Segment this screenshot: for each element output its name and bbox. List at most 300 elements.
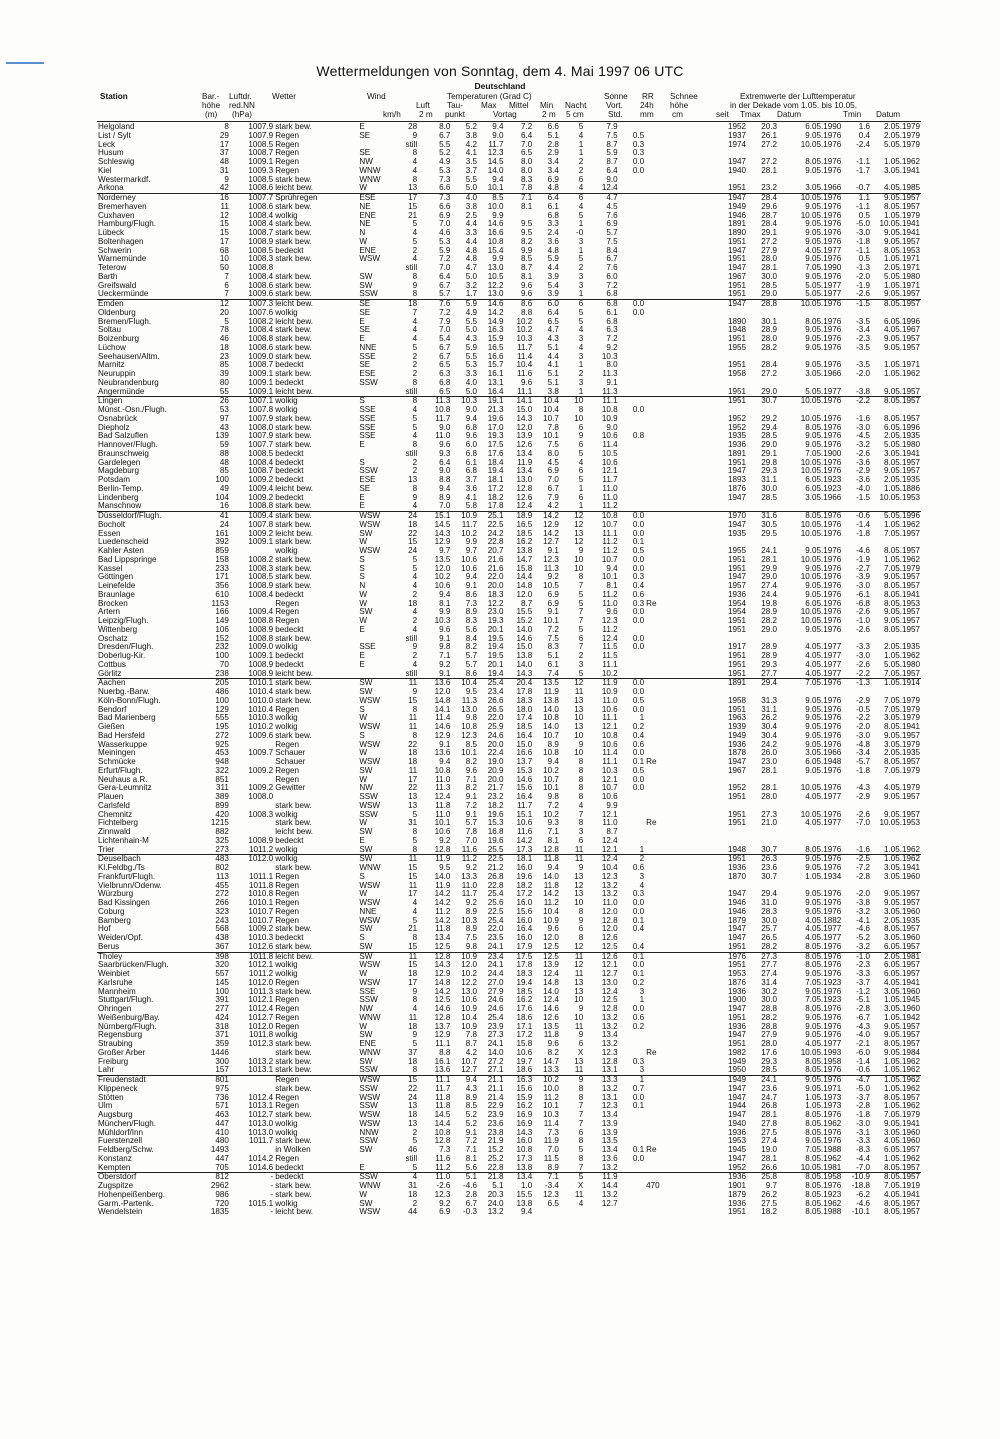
cell-temp-max: 24.1	[487, 961, 504, 970]
cell-tmin: -2.2	[856, 669, 871, 678]
cell-pressure	[230, 776, 274, 785]
cell-weather: stark bew.	[275, 370, 312, 378]
cell-bar-height: 15	[219, 229, 229, 237]
cell-weather: wolkig	[275, 1128, 298, 1137]
table-row	[97, 988, 921, 997]
cell-temp-min-5cm: 6	[578, 836, 584, 845]
cell-wind-speed: 11	[408, 881, 418, 890]
cell-weather: Regen	[275, 1013, 300, 1022]
cell-snow	[645, 1005, 700, 1014]
table-row	[97, 282, 921, 291]
cell-wind-dir: W	[359, 590, 367, 599]
cell-temp-min-2m: 13.5	[543, 1022, 559, 1031]
cell-wind-dir: NW	[359, 784, 373, 793]
cell-temp-mean: 14.0	[516, 660, 533, 669]
cell-weather: stark bew.	[275, 801, 312, 810]
cell-tmin-date	[871, 828, 921, 837]
cell-wind-speed: 13	[408, 476, 418, 484]
cell-wind-speed: 9	[412, 1031, 418, 1040]
cell-weather: stark bew.	[275, 335, 312, 343]
cell-temp-min-5cm: 2	[578, 158, 584, 166]
cell-bar-height: 925	[215, 740, 229, 749]
cell-weather: wolkig	[275, 714, 298, 723]
cell-temp-2m: 7.2	[439, 255, 451, 264]
cell-temp-max: 22.5	[487, 520, 504, 529]
cell-temp-min-5cm: 5	[578, 317, 584, 326]
cell-temp-mean: 17.3	[516, 1154, 533, 1163]
cell-precip: 1	[639, 714, 645, 723]
cell-dewpoint: 8.2	[465, 758, 477, 766]
cell-tmin-date: 3.05.1960	[883, 907, 920, 916]
cell-temp-mean: 12.0	[516, 423, 533, 432]
table-row	[97, 335, 921, 344]
cell-tmax: 29.3	[761, 467, 778, 476]
cell-temp-min-5cm: 11	[574, 1066, 584, 1075]
cell-temp-mean: 16.6	[516, 749, 533, 758]
cell-pressure: 1014.6	[248, 1163, 274, 1172]
cell-station: Weinbiet	[98, 970, 130, 978]
cell-wind-dir: WSW	[359, 547, 381, 555]
cell-tmax: 31.6	[747, 512, 778, 521]
cell-temp-min-2m: 11.3	[543, 564, 559, 573]
cell-temp-min-5cm: 5	[560, 1173, 584, 1182]
cell-wind-dir: SE	[358, 300, 393, 309]
hdr-rr-3: mm	[640, 110, 654, 119]
cell-temp-2m: 14.8	[434, 978, 451, 987]
cell-tmax: 30.0	[761, 996, 778, 1005]
table-row	[97, 424, 921, 433]
cell-station: Feldberg/Schw.	[98, 1146, 154, 1154]
cell-pressure: 1007.8	[248, 520, 274, 529]
cell-temp-max: 21.6	[487, 555, 504, 564]
cell-pressure: 1008.5	[248, 246, 274, 255]
cell-sunshine: 13.2	[601, 1163, 618, 1172]
cell-temp-2m: 6.6	[439, 202, 451, 211]
cell-temp-max: 20.9	[487, 766, 504, 775]
cell-snow	[645, 494, 700, 503]
cell-temp-mean: 15.6	[516, 1084, 533, 1093]
cell-pressure: 1010.4	[248, 688, 274, 696]
cell-precip: 0.2	[632, 723, 645, 731]
cell-weather: stark bew.	[275, 538, 312, 547]
cell-snow: Re	[646, 1146, 657, 1154]
cell-pressure: 1009.1	[248, 652, 274, 660]
cell-tmax: 28.9	[761, 643, 778, 652]
cell-temp-mean: 8.1	[521, 202, 533, 211]
cell-snow	[645, 988, 700, 997]
cell-pressure: 1011.8	[230, 952, 274, 961]
cell-temp-mean: 15.3	[516, 766, 533, 775]
cell-wind-dir: ESE	[359, 370, 376, 378]
cell-tmax	[747, 635, 778, 644]
cell-tmax-date: 8.05.1976	[805, 1005, 842, 1013]
cell-temp-min-5cm: 3	[578, 281, 584, 290]
cell-temp-min-5cm: 5	[578, 1146, 584, 1154]
cell-temp-2m: 14.5	[434, 1111, 451, 1119]
cell-wind-speed: 5	[412, 423, 418, 432]
cell-temp-max: 17.2	[487, 484, 504, 493]
cell-tmin-date: 6.05.1957	[883, 942, 920, 951]
hdr-luft-1: Luftdr.	[229, 92, 252, 101]
cell-temp-min-2m: 6.1	[547, 202, 559, 211]
cell-temp-min-2m: 12.4	[543, 996, 559, 1005]
cell-bar-height: 463	[215, 1111, 229, 1119]
cell-snow	[645, 688, 700, 697]
cell-temp-min-2m: 3.8	[547, 387, 559, 396]
cell-temp-mean: 13.8	[516, 1199, 533, 1208]
cell-snow	[645, 1040, 700, 1049]
cell-temp-min-2m: 12.3	[543, 1190, 559, 1199]
cell-wind-dir: W	[359, 538, 367, 547]
cell-sunshine: 7.5	[606, 131, 618, 140]
cell-station: Barth	[98, 272, 118, 281]
cell-pressure: 1011.8	[249, 1031, 274, 1040]
cell-pressure: 1008.5	[248, 175, 274, 184]
cell-tmin-date: 2.05.1981	[871, 952, 921, 961]
cell-sunshine: 6.3	[606, 326, 618, 335]
cell-temp-max: 20.0	[487, 582, 504, 590]
cell-temp-mean: 7.8	[521, 184, 533, 193]
cell-sunshine: 12.3	[601, 872, 618, 881]
cell-sunshine: 12.5	[601, 996, 618, 1005]
cell-sunshine: 5.9	[606, 149, 618, 158]
cell-temp-min-2m: 7.9	[547, 493, 559, 502]
cell-tmax: 27.9	[761, 1031, 778, 1040]
cell-tmin	[842, 149, 871, 158]
cell-since	[701, 882, 748, 891]
cell-temp-2m: 10.6	[434, 582, 451, 590]
cell-wind-dir: SSW	[359, 290, 378, 299]
cell-temp-2m: 5.3	[439, 237, 451, 246]
cell-sunshine: 11.5	[602, 643, 618, 652]
cell-temp-min-2m: 9.6	[547, 925, 559, 934]
cell-wind-speed: 17	[394, 194, 418, 203]
cell-sunshine: 12.3	[601, 617, 618, 625]
cell-station: Warnemünde	[98, 255, 147, 264]
cell-snow	[645, 573, 700, 582]
cell-sunshine: 11.1	[602, 714, 618, 723]
cell-bar-height: 9	[224, 175, 229, 184]
cell-temp-min-5cm: 1	[578, 484, 584, 493]
cell-bar-height: 320	[215, 961, 229, 970]
cell-tmin-date: 2.05.1935	[883, 643, 920, 652]
cell-snow	[645, 123, 700, 132]
cell-snow	[645, 793, 700, 802]
cell-weather: stark bew.	[275, 290, 312, 299]
cell-temp-min-2m: 5.1	[547, 343, 559, 352]
cell-precip: 0.1	[632, 1102, 645, 1111]
cell-tmax: 27.9	[761, 246, 778, 255]
cell-dewpoint: 8.5	[465, 1102, 477, 1111]
cell-tmin: -2.3	[856, 335, 871, 343]
cell-bar-height: 447	[215, 1154, 229, 1163]
cell-temp-mean: 20.4	[505, 679, 534, 688]
cell-snow	[645, 1094, 700, 1103]
cell-pressure: 1009.4	[248, 608, 274, 617]
cell-temp-min-2m: 5.4	[547, 281, 559, 290]
cell-temp-max: 9.9	[492, 211, 504, 220]
cell-tmin: -2.8	[856, 872, 871, 881]
cell-temp-mean: 8.0	[521, 166, 533, 175]
cell-weather: Regen	[275, 608, 300, 617]
cell-temp-min-2m: 14.2	[533, 512, 560, 521]
cell-temp-min-2m: 7.4	[547, 669, 559, 678]
cell-temp-2m: 5.7	[439, 290, 451, 299]
cell-since	[701, 828, 748, 837]
table-row	[97, 1137, 921, 1146]
cell-since: 1947	[728, 1031, 747, 1040]
cell-temp-2m: 15.1	[418, 512, 451, 521]
cell-station: Lübeck	[98, 229, 125, 237]
cell-temp-max: 17.5	[487, 441, 504, 449]
cell-wind-speed: 4	[412, 502, 418, 511]
cell-weather: bedeckt	[275, 590, 304, 599]
cell-temp-max: 9.4	[492, 175, 504, 184]
cell-tmin-date	[871, 776, 921, 785]
cell-temp-2m: 10.8	[434, 1128, 451, 1137]
cell-temp-max: 21.3	[487, 406, 504, 414]
cell-sunshine: 10.6	[601, 705, 618, 714]
table-row	[97, 917, 921, 926]
cell-weather: bedeckt	[275, 625, 304, 634]
cell-weather: leicht bew.	[274, 300, 358, 309]
table-row	[97, 1200, 921, 1209]
cell-temp-mean: 11.7	[517, 343, 533, 352]
cell-bar-height: 453	[215, 749, 229, 758]
table-row	[97, 167, 921, 176]
cell-tmax-date: 4.05.1977	[805, 669, 842, 678]
cell-temp-mean: 9.9	[521, 246, 533, 255]
cell-precip	[619, 1191, 646, 1200]
cell-tmax-date: 9.05.1976	[805, 166, 842, 175]
cell-since: 1935	[728, 529, 747, 538]
cell-since: 1951	[728, 281, 747, 290]
cell-precip	[619, 379, 646, 388]
cell-wind-speed: 8	[412, 705, 418, 714]
table-row	[97, 1014, 921, 1023]
cell-snow	[645, 530, 700, 539]
cell-temp-mean: 10.6	[516, 1048, 533, 1057]
cell-tmin: -8.3	[856, 1146, 871, 1154]
table-row	[97, 309, 921, 318]
cell-temp-min-5cm: 2	[578, 370, 584, 378]
cell-tmin: -3.0	[856, 582, 871, 590]
hdr-bar-2: höhe	[202, 101, 221, 110]
cell-temp-max: 25.4	[487, 916, 504, 925]
cell-sunshine: 10.9	[601, 688, 618, 696]
cell-bar-height: 166	[215, 608, 229, 617]
cell-temp-2m: 14.0	[434, 872, 451, 881]
cell-temp-min-5cm: 1	[578, 246, 584, 255]
cell-bar-height: 205	[206, 679, 230, 688]
cell-precip: 4	[639, 881, 645, 890]
cell-tmax	[747, 353, 778, 362]
cell-tmax: 30.5	[761, 520, 778, 529]
cell-snow	[645, 229, 700, 238]
cell-snow	[645, 864, 700, 873]
cell-temp-min-2m: 4.7	[547, 326, 559, 335]
cell-tmin	[842, 379, 871, 388]
cell-tmin: -2.1	[856, 1040, 871, 1048]
cell-weather: wolkig	[275, 961, 298, 970]
cell-wind-speed: 2	[412, 652, 418, 660]
cell-temp-min-5cm: 3	[578, 237, 584, 246]
cell-temp-max: 9.4	[492, 123, 504, 131]
cell-station: Bad Hersfeld	[98, 731, 145, 740]
cell-bar-height: 100	[215, 987, 229, 996]
cell-dewpoint: 5.1	[451, 1173, 478, 1182]
cell-station: Schwerin	[98, 246, 132, 255]
cell-bar-height: 55	[219, 387, 229, 396]
cell-wind-dir: SW	[358, 952, 393, 961]
cell-snow	[645, 784, 700, 793]
cell-snow	[645, 1058, 700, 1067]
cell-precip	[619, 828, 646, 837]
cell-wind-dir: SW	[359, 942, 373, 951]
cell-tmin: -3.3	[856, 1137, 871, 1146]
cell-tmin-date: 9.05.1957	[883, 343, 920, 352]
cell-sunshine: 6.7	[606, 255, 618, 264]
cell-temp-max: 22.8	[487, 881, 504, 890]
cell-dewpoint: 5.7	[465, 652, 477, 660]
cell-wind-dir: WSW	[359, 1208, 381, 1217]
cell-tmax: 30.7	[747, 397, 778, 406]
cell-temp-mean: 8.3	[521, 175, 533, 184]
cell-temp-min-5cm: 12	[560, 679, 584, 688]
cell-dewpoint: 9.5	[465, 688, 477, 696]
cell-wind-speed: 15	[408, 696, 418, 705]
cell-tmax-date: 6.05.1923	[805, 484, 842, 493]
cell-wind-dir: WSW	[358, 1076, 393, 1085]
cell-snow	[645, 767, 700, 776]
cell-tmin-date: 9.05.1957	[871, 194, 921, 203]
cell-wind-dir: WSW	[359, 520, 381, 529]
cell-tmax: 24.7	[761, 1093, 778, 1102]
cell-temp-min-5cm: 3	[578, 378, 584, 387]
cell-temp-min-2m: 12.3	[543, 555, 559, 564]
cell-tmax-date: 10.05.1993	[800, 1048, 842, 1057]
cell-wind-dir: W	[359, 890, 367, 899]
cell-sunshine: 8.4	[606, 246, 618, 255]
cell-tmax-date: 8.05.1976	[805, 423, 842, 432]
cell-wind-dir: WSW	[359, 1119, 381, 1128]
cell-tmax: 23.0	[761, 758, 778, 766]
table-row	[97, 512, 921, 521]
cell-station: Neubrandenburg	[98, 378, 159, 387]
cell-weather: wolkig	[275, 1031, 298, 1040]
cell-temp-2m: 13.6	[434, 1066, 451, 1075]
cell-temp-min-2m: 13.9	[543, 961, 559, 970]
cell-station: Köln-Bonn/Flugh.	[98, 696, 161, 705]
cell-dewpoint: 7.2	[465, 801, 477, 810]
cell-precip	[619, 450, 646, 459]
table-row	[97, 132, 921, 141]
cell-tmin-date: 1.05.1942	[883, 1013, 920, 1022]
cell-temp-mean: 14.4	[516, 573, 533, 582]
hdr-datum-2: Datum	[876, 110, 901, 119]
cell-tmax: 28.9	[761, 608, 778, 617]
cell-tmin-date: 3.05.1979	[883, 740, 920, 749]
cell-temp-2m: 11.0	[418, 1173, 451, 1182]
cell-sunshine: 12.5	[601, 942, 618, 951]
cell-bar-height: 325	[215, 836, 229, 845]
cell-temp-min-5cm: 4	[578, 801, 584, 810]
cell-pressure	[230, 802, 274, 811]
cell-tmax-date: 8.05.1962	[805, 1199, 842, 1208]
cell-temp-max: 18.2	[487, 493, 504, 502]
cell-bar-height: 300	[215, 1057, 229, 1066]
cell-station: Braunschweig	[98, 449, 149, 458]
cell-bar-height: 18	[219, 343, 229, 352]
cell-sunshine: 10.8	[601, 731, 618, 740]
table-row	[97, 925, 921, 934]
cell-weather: wolkig	[275, 211, 298, 220]
cell-wind-dir: SW	[359, 608, 373, 617]
table-row	[97, 608, 921, 617]
cell-wind-dir: SSE	[359, 406, 376, 414]
cell-temp-2m: 16.1	[434, 1057, 451, 1066]
cell-station: Mannheim	[98, 987, 136, 996]
cell-tmin: -1.8	[856, 237, 871, 246]
cell-tmin-date: 1.05.1962	[883, 370, 920, 378]
cell-temp-2m: 4.9	[439, 158, 451, 166]
cell-wind-speed: 5	[412, 836, 418, 845]
cell-snow	[645, 194, 700, 203]
cell-pressure: 1008.4	[248, 220, 274, 229]
cell-wind-speed: 4	[412, 158, 418, 166]
cell-wind-dir: E	[359, 1163, 365, 1172]
cell-tmin: -5.0	[856, 220, 871, 229]
cell-since	[701, 837, 748, 846]
table-row	[97, 855, 921, 864]
cell-tmax-date: 3.05.1966	[805, 370, 842, 378]
cell-pressure	[230, 758, 274, 767]
cell-tmin: -0.6	[856, 1066, 871, 1075]
cell-weather: leicht bew.	[275, 317, 313, 326]
cell-dewpoint: 11.0	[461, 881, 477, 890]
cell-wind-speed: 17	[408, 978, 418, 987]
cell-tmax: 19.0	[761, 1146, 778, 1154]
cell-tmin-date	[871, 353, 921, 362]
cell-snow	[645, 1120, 700, 1129]
cell-wind-speed: 8	[412, 1066, 418, 1075]
cell-temp-2m: 12.8	[434, 1137, 451, 1146]
cell-station: Oldenburg	[98, 308, 136, 317]
cell-dewpoint: 3.7	[465, 476, 477, 484]
cell-temp-min-5cm: 8	[578, 573, 584, 582]
cell-tmin-date: 6.05.1996	[883, 317, 920, 326]
cell-temp-2m: 14.2	[434, 899, 451, 907]
cell-wind-dir	[358, 450, 393, 459]
cell-tmax-date: 10.05.1976	[800, 140, 842, 149]
table-row	[97, 176, 921, 185]
cell-temp-max: 16.4	[487, 387, 504, 396]
hdr-luft-2: red.NN	[229, 101, 255, 110]
cell-dewpoint: 6.0	[465, 441, 477, 449]
cell-dewpoint: 3.8	[465, 131, 477, 140]
cell-precip: 0.0	[632, 749, 645, 758]
cell-pressure: 1013.1	[248, 1066, 274, 1075]
cell-bar-height: 11	[220, 202, 229, 211]
cell-dewpoint: 10.9	[461, 1005, 477, 1013]
cell-temp-max: 20.1	[487, 625, 504, 634]
cell-since	[701, 353, 748, 362]
cell-temp-2m: 12.8	[434, 1013, 451, 1022]
cell-pressure: 1012.0	[248, 1022, 274, 1031]
cell-temp-min-5cm: 6	[578, 634, 584, 643]
cell-precip	[619, 1031, 646, 1040]
cell-temp-max: 19.4	[487, 643, 504, 652]
